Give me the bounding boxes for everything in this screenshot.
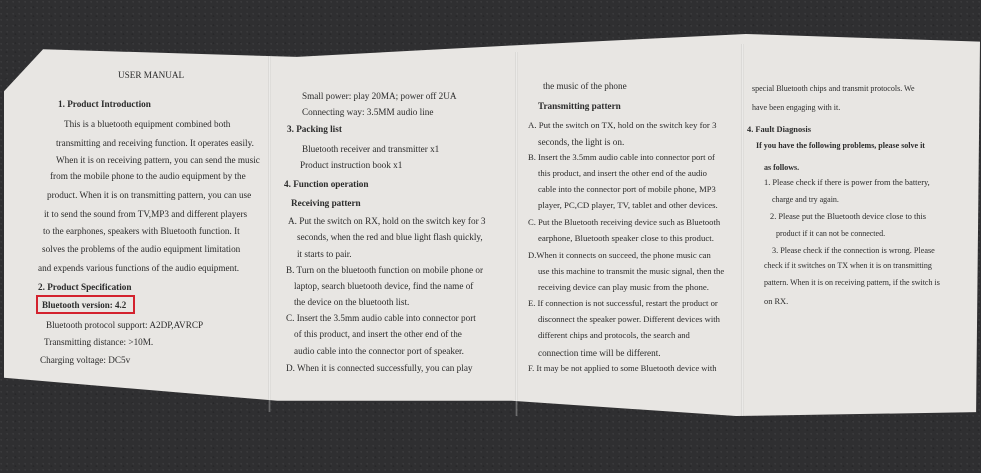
fault-item: check if it switches on TX when it is on transmitting <box>764 261 932 270</box>
fold-line-1 <box>268 56 271 412</box>
paragraph-line: When it is on receiving pattern, you can send the music <box>56 155 260 165</box>
paragraph-line: disconnect the speaker power. Different devices with <box>538 314 720 324</box>
paragraph-line: it to send the sound from TV,MP3 and different players <box>44 209 248 219</box>
fault-item: product if it can not be connected. <box>776 229 886 238</box>
subsection-heading: Transmitting pattern <box>538 101 621 111</box>
paragraph-line: transmitting and receiving function. It operates easily. <box>56 138 254 148</box>
spec-line: Connecting way: 3.5MM audio line <box>302 107 434 117</box>
paragraph-line: C. Put the Bluetooth receiving device such as Bluetooth <box>528 217 721 227</box>
fault-item: charge and try again. <box>772 195 839 204</box>
paragraph-line: as follows. <box>764 163 800 172</box>
fold-line-2 <box>515 52 518 416</box>
paragraph-line: cable into the connector port of mobile phone, MP3 <box>538 184 716 194</box>
paragraph-line: B. Insert the 3.5mm audio cable into connector port of <box>528 152 715 162</box>
paragraph-line: C. Insert the 3.5mm audio cable into connector port <box>286 313 476 323</box>
paragraph-line: receiving device can play music from the phone. <box>538 282 709 292</box>
paragraph-line: If you have the following problems, please solve it <box>756 141 925 150</box>
paragraph-line: seconds, when the red and blue light flash quickly, <box>297 232 483 242</box>
paragraph-line: earphone, Bluetooth speaker close to this product. <box>538 233 714 243</box>
paragraph-line: This is a bluetooth equipment combined both <box>64 119 231 129</box>
paragraph-line: player, PC,CD player, TV, tablet and other devices. <box>538 200 718 210</box>
paragraph-line: product. When it is on transmitting pattern, you can use <box>47 190 252 200</box>
paragraph-line: special Bluetooth chips and transmit protocols. We <box>752 84 915 93</box>
section-heading: 1. Product Introduction <box>58 99 151 109</box>
paragraph-line: laptop, search bluetooth device, find the name of <box>294 281 474 291</box>
paragraph-line: D.When it connects on succeed, the phone music can <box>528 250 711 260</box>
paragraph-line: different chips and protocols, the search and <box>538 330 690 340</box>
fault-item: on RX. <box>764 297 789 306</box>
paragraph-line: A. Put the switch on RX, hold on the switch key for 3 <box>288 216 486 226</box>
section-heading: 4. Function operation <box>284 179 369 189</box>
paragraph-line: it starts to pair. <box>297 249 352 259</box>
paragraph-line: from the mobile phone to the audio equipment by the <box>50 171 246 181</box>
paragraph-line: seconds, the light is on. <box>538 137 625 147</box>
paragraph-line: E. If connection is not successful, restart the product or <box>528 298 718 308</box>
fold-line-3 <box>741 44 744 416</box>
paragraph-line: the device on the bluetooth list. <box>294 297 410 307</box>
paragraph-line: audio cable into the connector port of speaker. <box>294 346 464 356</box>
spec-line: Charging voltage: DC5v <box>40 355 131 365</box>
paragraph-line: B. Turn on the bluetooth function on mobile phone or <box>286 265 484 275</box>
packing-item: Bluetooth receiver and transmitter x1 <box>302 144 440 154</box>
section-heading: 3. Packing list <box>287 124 342 134</box>
paragraph-line: the music of the phone <box>543 81 627 91</box>
section-heading: 2. Product Specification <box>38 282 132 292</box>
paragraph-line: and expends various functions of the audio equipment. <box>38 263 240 273</box>
paragraph-line: have been engaging with it. <box>752 103 841 112</box>
fault-item: pattern. When it is on receiving pattern, if the switch is <box>764 278 940 287</box>
fault-item: 1. Please check if there is power from the battery, <box>764 178 930 187</box>
spec-line: Transmitting distance: >10M. <box>44 337 154 347</box>
spec-line: Small power: play 20MA; power off 2UA <box>302 91 457 101</box>
section-heading: 4. Fault Diagnosis <box>747 125 811 134</box>
paragraph-line: A. Put the switch on TX, hold on the switch key for 3 <box>528 120 717 130</box>
fault-item: 2. Please put the Bluetooth device close to this <box>770 212 927 221</box>
subsection-heading: Receiving pattern <box>291 198 361 208</box>
spec-line: Bluetooth protocol support: A2DP,AVRCP <box>46 320 204 330</box>
paragraph-line: D. When it is connected successfully, you can play <box>286 363 473 373</box>
paragraph-line: use this machine to transmit the music signal, then the <box>538 266 725 276</box>
bluetooth-version: Bluetooth version: 4.2 <box>42 300 127 310</box>
paragraph-line: F. It may be not applied to some Bluetooth device with <box>528 363 717 373</box>
paragraph-line: solves the problems of the audio equipment limitation <box>42 244 241 254</box>
packing-item: Product instruction book x1 <box>300 160 403 170</box>
manual-title: USER MANUAL <box>118 70 185 80</box>
paragraph-line: connection time will be different. <box>538 348 661 358</box>
paragraph-line: this product, and insert the other end of the audio <box>538 168 707 178</box>
paragraph-line: of this product, and insert the other end of the <box>294 329 462 339</box>
fault-item: 3. Please check if the connection is wrong. Please <box>772 246 935 255</box>
paragraph-line: to the earphones, speakers with Bluetooth function. It <box>43 226 240 236</box>
